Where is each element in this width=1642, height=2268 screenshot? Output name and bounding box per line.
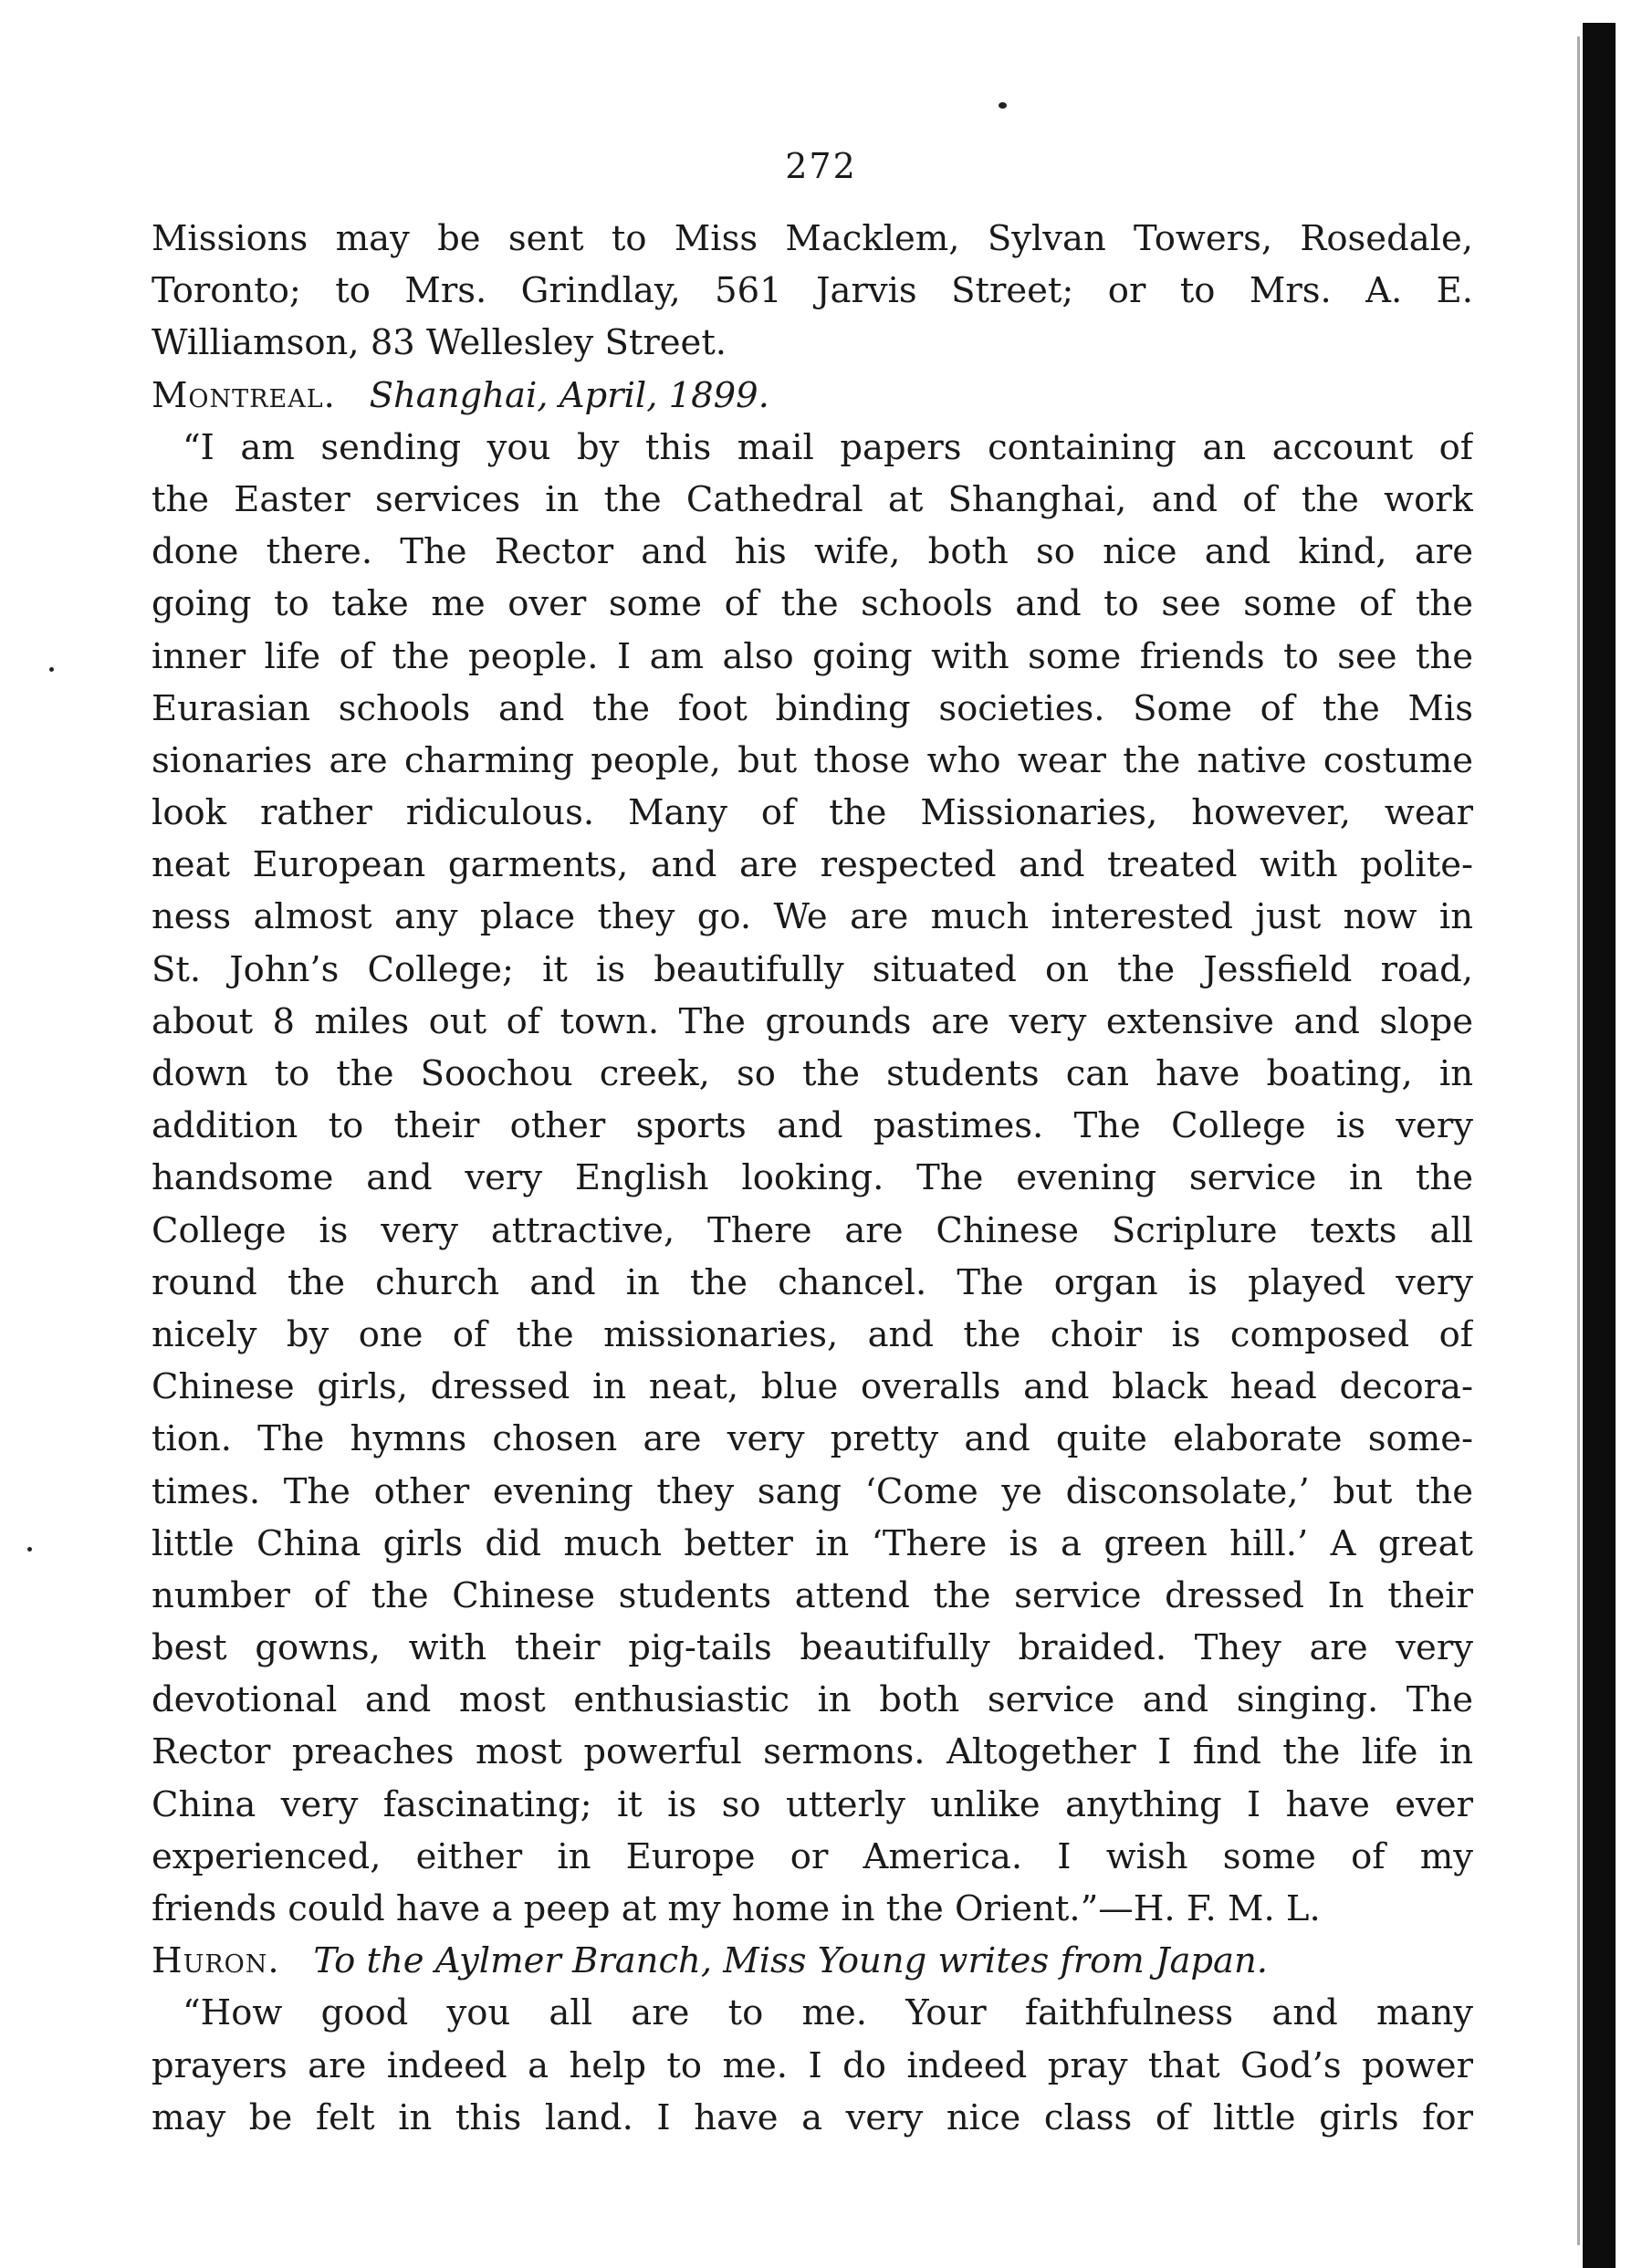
text-line: done there. The Rector and his wife, both so nice and kind, are xyxy=(152,531,1473,573)
text-line: number of the Chinese students attend the service dressed In their xyxy=(152,1574,1473,1616)
huron-heading xyxy=(152,1935,1473,1987)
text-line: St. John’s College; it is beautifully situated on the Jessfield road, xyxy=(152,948,1473,990)
text-line: neat European garments, and are respected and treated with polite- xyxy=(152,844,1473,886)
text-line: the Easter services in the Cathedral at Shanghai, and of the work xyxy=(152,478,1473,520)
text-line: handsome and very English looking. The evening service in the xyxy=(152,1157,1473,1199)
text-line: “How good you all are to me. Your faithfulness and many xyxy=(183,1992,1473,2034)
text-line: may be felt in this land. I have a very nice class of little girls for xyxy=(152,2096,1473,2138)
text-line: about 8 miles out of town. The grounds are very extensive and slope xyxy=(152,1000,1473,1042)
page-number: 272 xyxy=(785,146,857,186)
letter-shanghai xyxy=(152,422,1473,1935)
text-line: China very fascinating; it is so utterly unlike anything I have ever xyxy=(152,1783,1473,1825)
binding-shadow xyxy=(1577,37,1580,2245)
heading-dateline: Shanghai, April, 1899. xyxy=(369,374,769,416)
text-line: look rather ridiculous. Many of the Missionaries, however, wear xyxy=(152,792,1473,834)
text-line: little China girls did much better in ‘There is a green hill.’ A great xyxy=(152,1522,1473,1564)
heading-place: Montreal. xyxy=(152,374,336,416)
scan-speck xyxy=(27,1547,32,1552)
text-line: Williamson, 83 Wellesley Street. xyxy=(152,322,727,364)
scan-speck xyxy=(999,102,1007,109)
text-line: devotional and most enthusiastic in both service and singing. The xyxy=(152,1679,1473,1721)
text-line: friends could have a peep at my home in the Orient.”—H. F. M. L. xyxy=(152,1888,1321,1929)
text-line: tion. The hymns chosen are very pretty and quite elaborate some- xyxy=(152,1418,1473,1460)
text-line: nicely by one of the missionaries, and the choir is composed of xyxy=(152,1313,1473,1355)
text-line: Chinese girls, dressed in neat, blue overalls and black head decora- xyxy=(152,1366,1473,1408)
text-line: Toronto; to Mrs. Grindlay, 561 Jarvis Street; or to Mrs. A. E. xyxy=(152,270,1473,312)
montreal-heading xyxy=(152,370,1473,422)
paragraph-intro xyxy=(152,213,1473,370)
text-line: Eurasian schools and the foot binding societies. Some of the Mis xyxy=(152,687,1473,729)
text-line: down to the Soochou creek, so the students can have boating, in xyxy=(152,1053,1473,1094)
heading-dateline: To the Aylmer Branch, Miss Young writes from Japan. xyxy=(313,1940,1269,1982)
text-line: going to take me over some of the schools and to see some of the xyxy=(152,583,1473,625)
text-line: round the church and in the chancel. The organ is played very xyxy=(152,1261,1473,1303)
text-line: “I am sending you by this mail papers containing an account of xyxy=(183,426,1473,468)
text-line: sionaries are charming people, but those who wear the native costume xyxy=(152,739,1473,781)
text-line: addition to their other sports and pastimes. The College is very xyxy=(152,1105,1473,1147)
text-line: College is very attractive, There are Chinese Scriplure texts all xyxy=(152,1209,1473,1251)
text-line: experienced, either in Europe or America. I wish some of my xyxy=(152,1835,1473,1877)
text-line: times. The other evening they sang ‘Come ye disconsolate,’ but the xyxy=(152,1470,1473,1512)
text-line: Rector preaches most powerful sermons. Altogether I find the life in xyxy=(152,1731,1473,1773)
text-line: ness almost any place they go. We are much interested just now in xyxy=(152,896,1473,938)
text-line: inner life of the people. I am also going with some friends to see the xyxy=(152,635,1473,677)
letter-japan xyxy=(152,1987,1473,2144)
body-text xyxy=(152,213,1473,2144)
text-line: prayers are indeed a help to me. I do indeed pray that God’s power xyxy=(152,2044,1473,2086)
text-line: Missions may be sent to Miss Macklem, Sylvan Towers, Rosedale, xyxy=(152,218,1473,259)
scan-speck xyxy=(49,667,54,672)
text-line: best gowns, with their pig-tails beautifully braided. They are very xyxy=(152,1627,1473,1669)
heading-place: Huron. xyxy=(152,1940,280,1982)
binding-edge xyxy=(1583,23,1616,2268)
